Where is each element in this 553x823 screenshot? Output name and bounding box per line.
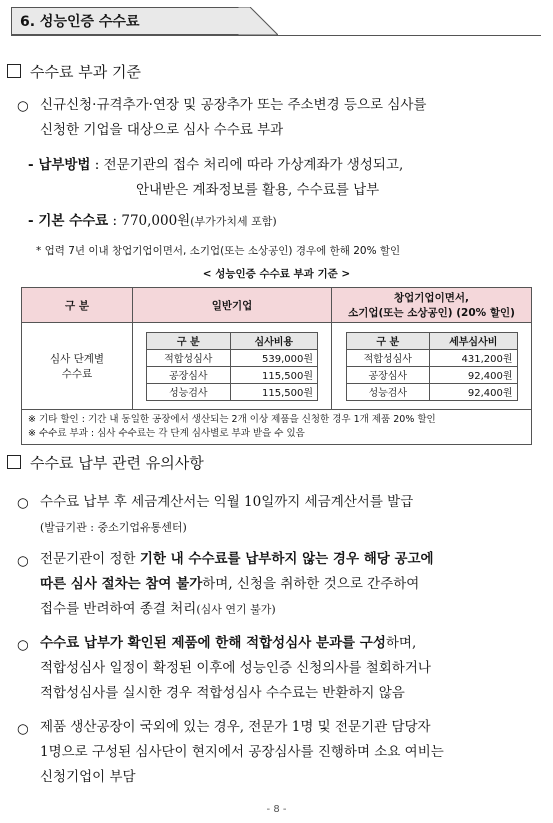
- text-span: (심사 연기 불가): [196, 603, 276, 616]
- section-heading: 6. 성능인증 수수료: [11, 7, 239, 35]
- header-line: 소기업(또는 소상공인) (20% 할인): [348, 307, 515, 319]
- cell: 공장심사: [147, 366, 231, 383]
- fee-value: : 770,000원: [112, 213, 191, 229]
- cell: 공장심사: [346, 366, 430, 383]
- table-footnotes: [22, 410, 532, 445]
- section2-bullet-4: [40, 715, 545, 790]
- text-line: 제품 생산공장이 국외에 있는 경우, 전문가 1명 및 전문기관 담당자: [40, 719, 431, 735]
- circle-bullet-icon: ○: [17, 637, 29, 653]
- text-span: 하며, 신청을 취하한 것으로 간주하여: [202, 576, 420, 592]
- text-line: (발급기관 : 중소기업유통센터): [40, 521, 187, 534]
- circle-bullet-icon: ○: [17, 553, 29, 569]
- text-span: 접수를 반려하여 종결 처리: [40, 601, 197, 617]
- table-row: [346, 366, 517, 383]
- fee-table: [21, 287, 532, 445]
- text-line: 적합성심사 일정이 확정된 이후에 성능인증 신청의사를 철회하거나: [40, 660, 431, 676]
- table-header-general: 일반기업: [133, 288, 332, 323]
- payment-label: 납부방법: [38, 157, 91, 173]
- circle-bullet-icon: ○: [17, 721, 29, 737]
- header-line: 창업기업이면서,: [394, 292, 469, 304]
- text-line: 신청한 기업을 대상으로 심사 수수료 부과: [40, 122, 284, 138]
- section2-bullet-3: [40, 631, 545, 706]
- table-header-startup: [332, 288, 532, 323]
- general-subtable: [146, 332, 318, 401]
- table-row: [147, 383, 318, 400]
- cell: 적합성심사: [147, 349, 231, 366]
- fee-label: 기본 수수료: [38, 213, 109, 229]
- checkbox-square-icon: [7, 455, 21, 469]
- section2-title: [7, 452, 204, 473]
- row-label-line: 심사 단계별: [49, 353, 105, 365]
- payment-method: - 납부방법 : 전문기관의 접수 처리에 따라 가상계좌가 생성되고, 안내받은 계좌정보를 활용, 수수료를 납부: [28, 153, 543, 203]
- table-header-category: 구 분: [22, 288, 133, 323]
- text-span: 하며,: [385, 635, 417, 651]
- text-line: 신청기업이 부담: [40, 769, 136, 785]
- footnote: ※ 기타 할인 : 기간 내 동일한 공장에서 생산되는 2개 이상 제품을 신청한 경우 1개 제품 20% 할인: [28, 414, 436, 425]
- heading-tab-shape: [238, 7, 278, 36]
- text-line: 전문기관의 접수 처리에 따라 가상계좌가 생성되고,: [103, 157, 404, 173]
- cell: 92,400원: [430, 366, 517, 383]
- sub-header: 심사비용: [230, 332, 317, 349]
- text-line: 수수료 납부 후 세금계산서는 익월 10일까지 세금계산서를 발급: [40, 494, 414, 510]
- footnote: ※ 수수료 부과 : 심사 수수료는 각 단계 심사별로 부과 받을 수 있음: [28, 428, 305, 439]
- cell: 431,200원: [430, 349, 517, 366]
- table-row: [346, 349, 517, 366]
- section2-bullet-2: [40, 547, 545, 622]
- page-number: - 8 -: [266, 804, 287, 815]
- text-span: 전문기관이 정한: [40, 551, 140, 567]
- discount-note: * 업력 7년 이내 창업기업이면서, 소기업(또는 소상공인) 경우에 한해 20% 할인: [36, 245, 401, 257]
- basic-fee: - 기본 수수료 : 770,000원(부가가치세 포함): [28, 213, 277, 229]
- section1-bullet-main: [40, 93, 426, 143]
- table-title: < 성능인증 수수료 부과 기준 >: [202, 268, 351, 280]
- section1-title: [7, 61, 141, 82]
- heading-underline: [11, 35, 541, 36]
- startup-subtable: [346, 332, 518, 401]
- text-line: 안내받은 계좌정보를 활용, 수수료를 납부: [136, 182, 380, 198]
- section2-bullet-1: [40, 490, 413, 540]
- table-row: [147, 349, 318, 366]
- bold-text: 수수료 납부가 확인된 제품에 한해 적합성심사 분과를 구성: [40, 635, 386, 651]
- cell: 92,400원: [430, 383, 517, 400]
- startup-fee-cell: [332, 323, 532, 410]
- bold-text: 따른 심사 절차는 참여 불가: [40, 576, 203, 592]
- cell: 115,500원: [230, 383, 317, 400]
- section1-title-text: 수수료 부과 기준: [30, 63, 141, 81]
- cell: 115,500원: [230, 366, 317, 383]
- cell: 적합성심사: [346, 349, 430, 366]
- sub-header: 구 분: [346, 332, 430, 349]
- fee-note: (부가가치세 포함): [190, 215, 277, 228]
- bold-text: 기한 내 수수료를 납부하지 않는 경우 해당 공고에: [139, 551, 434, 567]
- text-line: 적합성심사를 실시한 경우 적합성심사 수수료는 반환하지 않음: [40, 685, 405, 701]
- sub-header: 세부심사비: [430, 332, 517, 349]
- row-label-line: 수수료: [61, 368, 93, 380]
- circle-bullet-icon: ○: [17, 495, 29, 511]
- circle-bullet-icon: ○: [17, 98, 29, 114]
- section2-title-text: 수수료 납부 관련 유의사항: [30, 454, 204, 472]
- text-line: 1명으로 구성된 심사단이 현지에서 공장심사를 진행하며 소요 여비는: [40, 744, 444, 760]
- checkbox-square-icon: [7, 64, 21, 78]
- general-fee-cell: [133, 323, 332, 410]
- sub-header: 구 분: [147, 332, 231, 349]
- text-line: 신규신청·규격추가·연장 및 공장추가 또는 주소변경 등으로 심사를: [40, 97, 427, 113]
- row-label: [22, 323, 133, 410]
- cell: 성능검사: [346, 383, 430, 400]
- table-row: [346, 383, 517, 400]
- cell: 성능검사: [147, 383, 231, 400]
- cell: 539,000원: [230, 349, 317, 366]
- table-row: [147, 366, 318, 383]
